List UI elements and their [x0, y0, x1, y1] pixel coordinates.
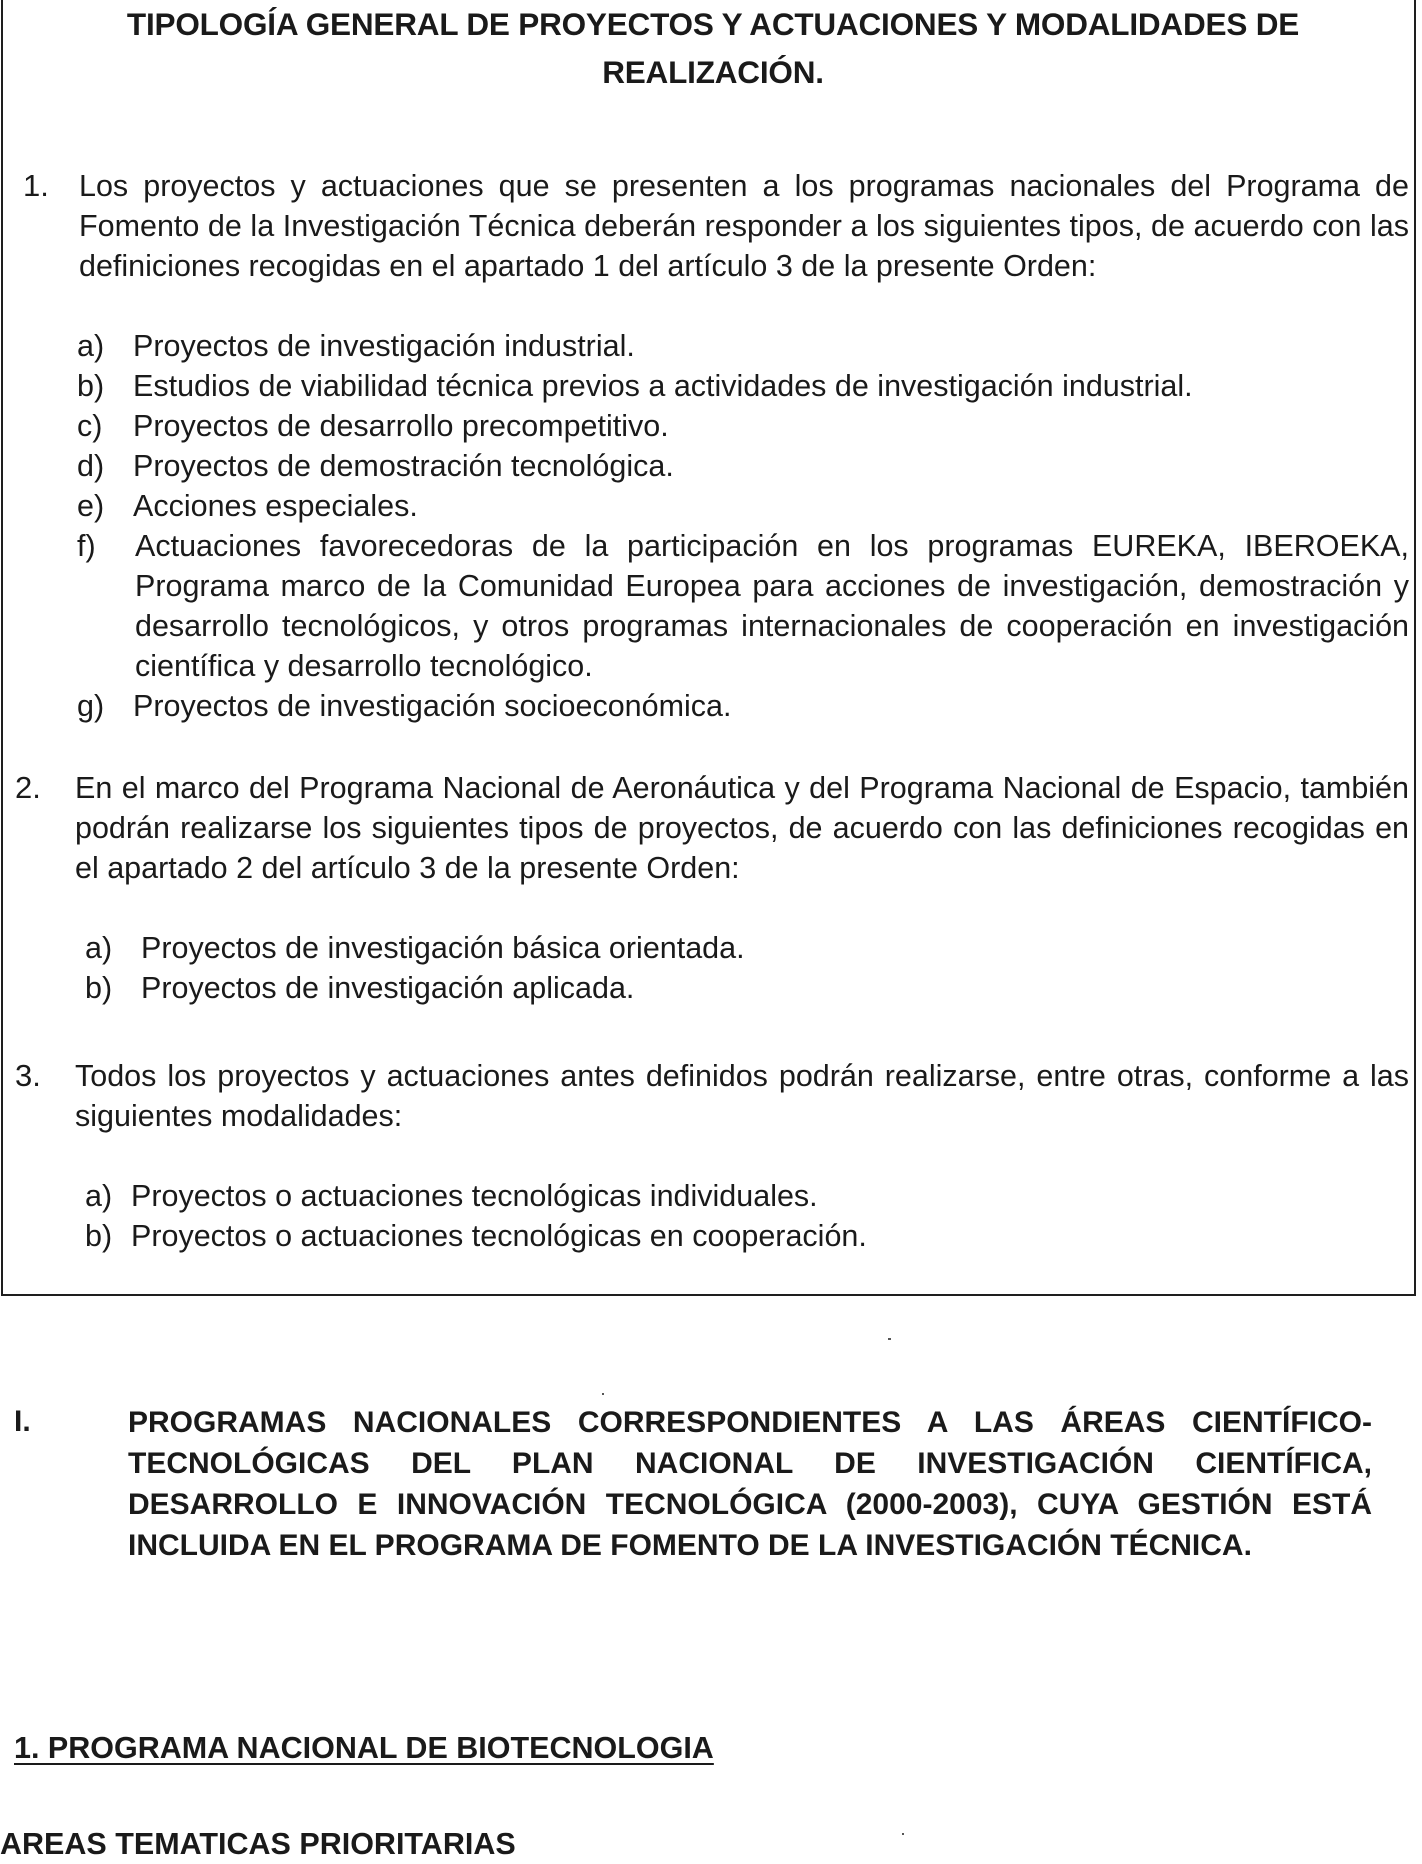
item-text: Estudios de viabilidad técnica previos a actividades de investigación industrial.: [133, 369, 1193, 403]
box-title: TIPOLOGÍA GENERAL DE PROYECTOS Y ACTUACIONES Y MODALIDADES DE REALIZACIÓN.: [126, 6, 1300, 90]
section-1-number: 1.: [23, 168, 49, 203]
section-1-item-g: [77, 686, 731, 726]
item-text: Proyectos de desarrollo precompetitivo.: [133, 409, 669, 443]
item-text: Proyectos de investigación aplicada.: [141, 971, 635, 1005]
section-1-item-d: [77, 446, 674, 486]
section-1-item-f-label: f): [77, 529, 96, 563]
item-text: Proyectos de demostración tecnológica.: [133, 449, 674, 483]
item-label: d): [77, 449, 105, 483]
scan-speck: [888, 1338, 891, 1340]
item-text: Acciones especiales.: [133, 489, 418, 523]
section-1-item-e: [77, 486, 418, 526]
item-label: e): [77, 489, 105, 523]
item-text: Proyectos de investigación industrial.: [133, 329, 635, 363]
section-3-item-a: [85, 1176, 818, 1216]
section-3-item-b: [85, 1216, 867, 1256]
section-2-number: 2.: [15, 770, 41, 805]
typology-box: [1, 0, 1416, 1296]
section-1-item-a: [77, 326, 635, 366]
item-text: Proyectos o actuaciones tecnológicas en cooperación.: [131, 1219, 867, 1253]
item-label: c): [77, 409, 103, 443]
part-one-number: I.: [14, 1405, 31, 1438]
section-3-number: 3.: [15, 1058, 41, 1093]
item-label: b): [77, 369, 105, 403]
section-2-item-b: [85, 968, 634, 1008]
scan-speck: [902, 1833, 904, 1835]
section-3-text: Todos los proyectos y actuaciones antes definidos podrán realizarse, entre otras, conforme a las siguientes modalidades:: [75, 1059, 1409, 1133]
section-2-item-a: [85, 928, 745, 968]
item-label: b): [85, 971, 113, 1005]
section-1-item-b: [77, 366, 1193, 406]
item-text: Proyectos de investigación socioeconómica.: [133, 689, 732, 723]
part-one-title: PROGRAMAS NACIONALES CORRESPONDIENTES A LAS ÁREAS CIENTÍFICO-TECNOLÓGICAS DEL PLAN NACIONAL DE INVESTIGACIÓN CIENTÍFICA, DESARROLLO E INNOVACIÓN TECNOLÓGICA (2000-2003), CUYA GESTIÓN ESTÁ INCLUIDA EN EL PROGRAMA DE FOMENTO DE LA INVESTIGACIÓN TÉCNICA.: [128, 1406, 1372, 1562]
item-label: g): [77, 689, 105, 723]
item-text: Proyectos de investigación básica orientada.: [141, 931, 745, 965]
section-1-item-f-text: Actuaciones favorecedoras de la participación en los programas EUREKA, IBEROEKA, Programa marco de la Comunidad Europea para acciones de investigación, demostración y desarrollo tecnológicos, y otros programas internacionales de cooperación en investigación científica y desarrollo tecnológico.: [135, 529, 1409, 683]
item-label: b): [85, 1219, 113, 1253]
item-label: a): [85, 931, 113, 965]
section-1-item-c: [77, 406, 669, 446]
item-text: Proyectos o actuaciones tecnológicas individuales.: [131, 1179, 818, 1213]
program-title: 1. PROGRAMA NACIONAL DE BIOTECNOLOGIA: [14, 1731, 714, 1765]
scan-speck: [602, 1393, 604, 1395]
item-label: a): [85, 1179, 113, 1213]
areas-title: AREAS TEMATICAS PRIORITARIAS: [0, 1827, 516, 1861]
item-label: a): [77, 329, 105, 363]
section-1-text: Los proyectos y actuaciones que se presenten a los programas nacionales del Programa de Fomento de la Investigación Técnica deberán responder a los siguientes tipos, de acuerdo con las definiciones recogidas en el apartado 1 del artículo 3 de la presente Orden:: [79, 169, 1409, 283]
section-2-text: En el marco del Programa Nacional de Aeronáutica y del Programa Nacional de Espacio, también podrán realizarse los siguientes tipos de proyectos, de acuerdo con las definiciones recogidas en el apartado 2 del artículo 3 de la presente Orden:: [75, 771, 1409, 885]
